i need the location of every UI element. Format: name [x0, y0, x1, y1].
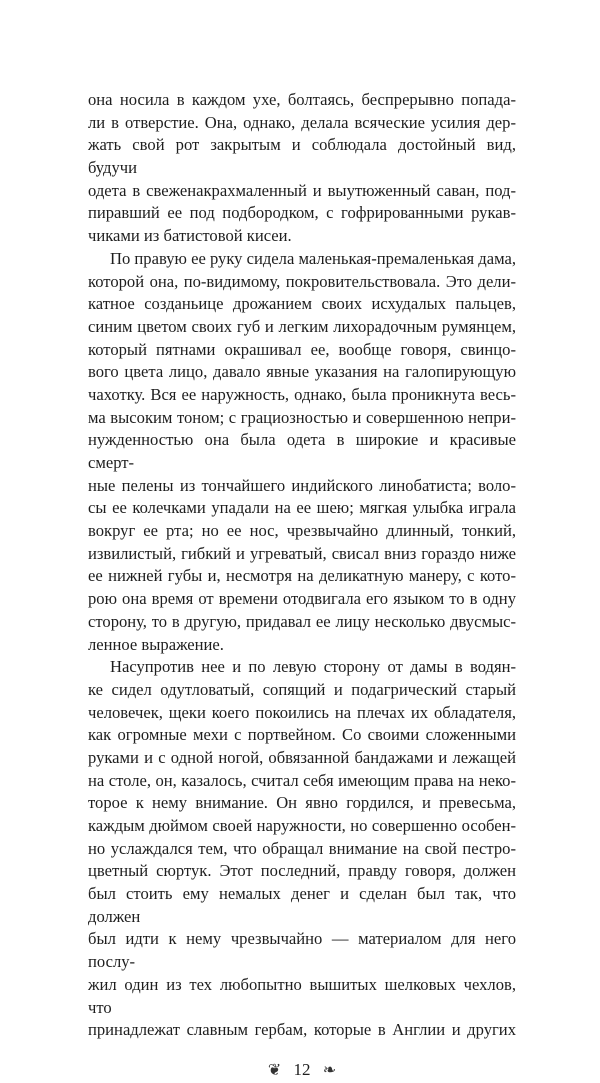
- text-line: Насупротив нее и по левую сторону от дамы в водян-: [110, 657, 516, 677]
- text-line: сторону, то в другую, придавал ее лицу несколько двусмыс-: [88, 611, 516, 631]
- text-line: на столе, он, казалось, считал себя имеющим права на неко-: [88, 770, 516, 790]
- text-line: человечек, щеки коего покоились на плечах их обладателя,: [88, 702, 516, 722]
- text-line: катное созданьице дрожанием своих исхудалых пальцев,: [88, 294, 516, 314]
- text-line: жать свой рот закрытым и соблюдала достойный вид, будучи: [88, 135, 516, 178]
- text-line: рою она время от времени отодвигала его языком то в одну: [88, 589, 516, 609]
- text-line: ленное выражение.: [88, 634, 224, 654]
- text-line: синим цветом своих губ и легким лихорадочным румянцем,: [88, 316, 516, 336]
- text-line: каждым дюймом своей наружности, но совершенно особен-: [88, 816, 516, 835]
- page-number: 12: [293, 1059, 311, 1079]
- text-line: ли в отверстие. Она, однако, делала всяческие усилия дер-: [88, 112, 516, 132]
- ornament-right-icon: ❧: [322, 1061, 337, 1079]
- text-line: который пятнами окрашивал ее, вообще говоря, свинцо-: [88, 339, 516, 359]
- ornament-left-icon: ❦: [267, 1061, 282, 1079]
- text-line: чахотку. Вся ее наружность, однако, была проникнута весь-: [88, 384, 516, 404]
- text-line: чиками из батистовой кисеи.: [88, 226, 292, 246]
- text-line: как огромные мехи с портвейном. Со своими сложенными: [88, 725, 516, 745]
- paragraph: [88, 656, 516, 1042]
- text-line: нужденностью она была одета в широкие и красивые смерт-: [88, 430, 516, 472]
- page-body: [88, 89, 516, 1042]
- text-line: но услаждался тем, что обращал внимание на свой пестро-: [88, 838, 516, 858]
- text-line: ные пелены из тончайшего индийского линобатиста; воло-: [88, 475, 516, 495]
- text-line: По правую ее руку сидела маленькая-премаленькая дама,: [110, 248, 516, 268]
- text-line: руками и с одной ногой, обвязанной бандажами и лежащей: [88, 747, 516, 767]
- page-footer: [88, 1058, 516, 1083]
- text-line: цветный сюртук. Этот последний, правду говоря, должен: [88, 861, 516, 881]
- paragraph: [88, 248, 516, 656]
- text-line: ее нижней губы и, несмотря на деликатную манеру, с кото-: [88, 566, 516, 586]
- text-line: сы ее колечками упадали на ее шею; мягкая улыбка играла: [88, 498, 516, 518]
- text-line: принадлежат славным гербам, которые в Англии и других: [88, 1020, 516, 1040]
- text-line: был идти к нему чрезвычайно — материалом для него послу-: [88, 929, 516, 972]
- text-line: жил один из тех любопытно вышитых шелковых чехлов, что: [88, 974, 516, 1017]
- text-line: ма высоким тоном; с грациозностью и совершенною непри-: [88, 407, 516, 427]
- text-line: торое к нему внимание. Он явно гордился, и превесьма,: [88, 793, 516, 813]
- text-line: вого цвета лицо, давало явные указания на галопирующую: [88, 362, 516, 382]
- text-line: извилистый, гибкий и угреватый, свисал вниз гораздо ниже: [88, 543, 516, 563]
- text-line: вокруг ее рта; но ее нос, чрезвычайно длинный, тонкий,: [88, 521, 516, 541]
- paragraph: [88, 89, 516, 248]
- text-line: которой она, по-видимому, покровительствовала. Это дели-: [88, 271, 516, 291]
- text-line: одета в свеженакрахмаленный и выутюженный саван, под-: [88, 180, 516, 200]
- text-line: пиравший ее под подбородком, с гофрированными рукав-: [88, 203, 516, 223]
- text-line: ке сидел одутловатый, сопящий и подагрический старый: [88, 679, 516, 699]
- text-line: был стоить ему немалых денег и сделан был так, что должен: [88, 884, 516, 926]
- text-line: она носила в каждом ухе, болтаясь, беспрерывно попада-: [88, 90, 516, 109]
